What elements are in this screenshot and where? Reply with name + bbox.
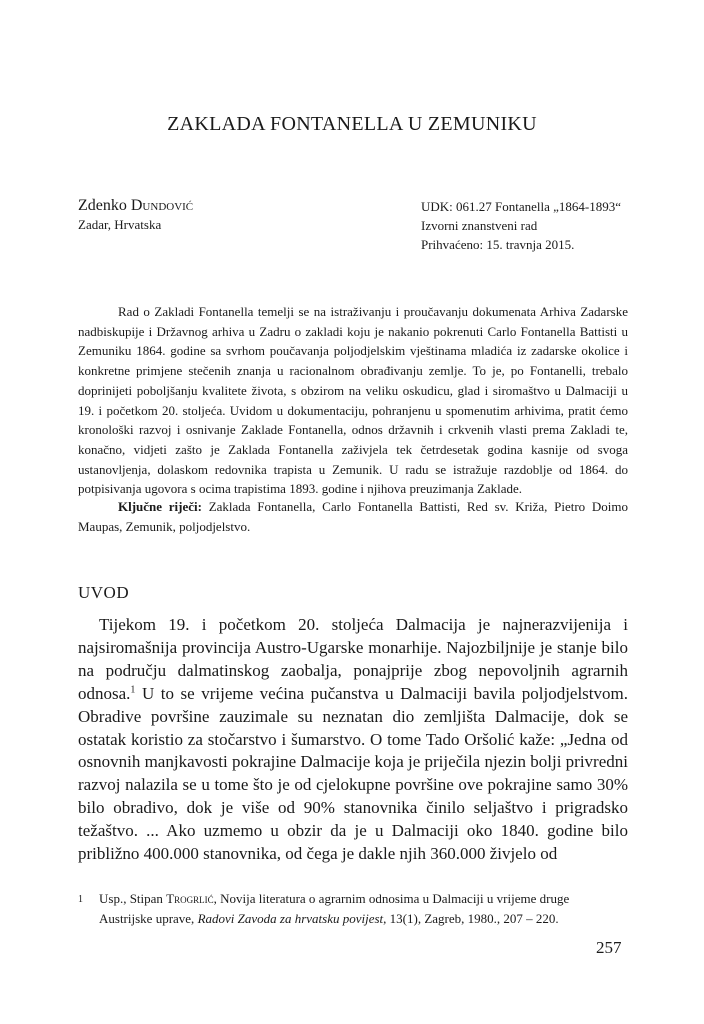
author-name [78,197,193,215]
keywords-text: Zaklada Fontanella, Carlo Fontanella Battisti, Red sv. Križa, Pietro Doimo Maupas, Zemunik, poljodjelstvo. [78,499,629,534]
footnote-mid: , Novija literatura o agrarnim odnosima u Dalmaciji u vrijeme druge Austrijske uprave, [99,891,570,926]
body-text-part1: Tijekom 19. i početkom 20. stoljeća Dalmacija je najnerazvijenija i najsiromašnija provincija Austro-Ugarske monarhije. Najozbiljnije je stanje bilo na području dalmatinskog zaobalja, ponajprije zbog nepovoljnih agrarnih odnosa. [78,615,628,703]
keywords-label: Ključne riječi: [118,499,202,514]
footnote-post: , 13(1), Zagreb, 1980., 207 – 220. [383,910,559,926]
author-affiliation: Zadar, Hrvatska [78,217,162,232]
footnote-journal: Radovi Zavoda za hrvatsku povijest [197,910,384,926]
udk-code: UDK: 061.27 Fontanella „1864-1893“ [421,199,622,214]
body-paragraph [78,614,628,866]
article-title: ZAKLADA FONTANELLA U ZEMUNIKU [167,113,537,135]
keywords [78,497,628,536]
section-heading: UVOD [78,583,130,602]
accepted-date: Prihvaćeno: 15. travnja 2015. [421,237,575,252]
page-number: 257 [596,938,622,957]
footnote-author: Trogrlić [166,891,214,906]
paper-type: Izvorni znanstveni rad [421,218,538,233]
footnote-number: 1 [78,894,83,905]
body-text-part2: U to se vrijeme većina pučanstva u Dalmaciji bavila poljodjelstvom. Obradive površine zauzimale su neznatan dio zemljišta Dalmacije, dok se ostatak koristio za stočarstvo i šumarstvo. O tome Tado Oršolić kaže: „Jedna od osnovnih manjkavosti pokrajine Dalmacije koja je priječila njezin bolji privredni razvoj nalazila se u tome što je od cjelokupne površine ove pokrajine samo 30% bilo obradivo, dok je više od 90% stanovnika činilo seljaštvo i prigradsko težaštvo. ... Ako uzmemo u obzir da je u Dalmaciji oko 1840. godine bilo približno 400.000 stanovnika, od čega je dakle njih 360.000 živjelo od [78,683,628,864]
article-metadata [421,197,621,254]
footnote-pre: Usp., Stipan [99,891,167,906]
author-last-name: Dundović [130,197,194,214]
footnote-reference: 1 [130,684,136,696]
abstract: Rad o Zakladi Fontanella temelji se na istraživanju i proučavanju dokumenata Arhiva Zadarske nadbiskupije i Državnog arhiva u Zadru o zakladi koju je nakanio pokrenuti Carlo Fontanella Battisti u Zemuniku 1864. godine sa svrhom poučavanja poljodjelskim vještinama mladića iz zadarske okolice i konkretne primjene stečenih znanja u racionalnom obrađivanju zemlje. To je, po Fontanelli, trebalo doprinijeti poboljšanju kvalitete života, s obzirom na veliku oskudicu, glad i siromaštvo u Dalmaciji u 19. i početkom 20. stoljeća. Uvidom u dokumentaciju, pohranjenu u spomenutim arhivima, pratit ćemo kronološki razvoj i osnivanje Zaklade Fontanella, odnos državnih i crkvenih vlasti prema Zakladi te, konačno, vidjeti zašto je Zaklada Fontanella zaživjela tek četrdesetak godina kasnije od svoga ustanovljenja, dolaskom redovnika trapista u Zemunik. U radu se istražuje razdoblje od 1864. do potpisivanja ugovora s ocima trapistima 1893. godine i njihova preuzimanja Zaklade. [78,304,628,497]
author-first-name: Zdenko [78,197,131,214]
footnote [99,889,624,928]
